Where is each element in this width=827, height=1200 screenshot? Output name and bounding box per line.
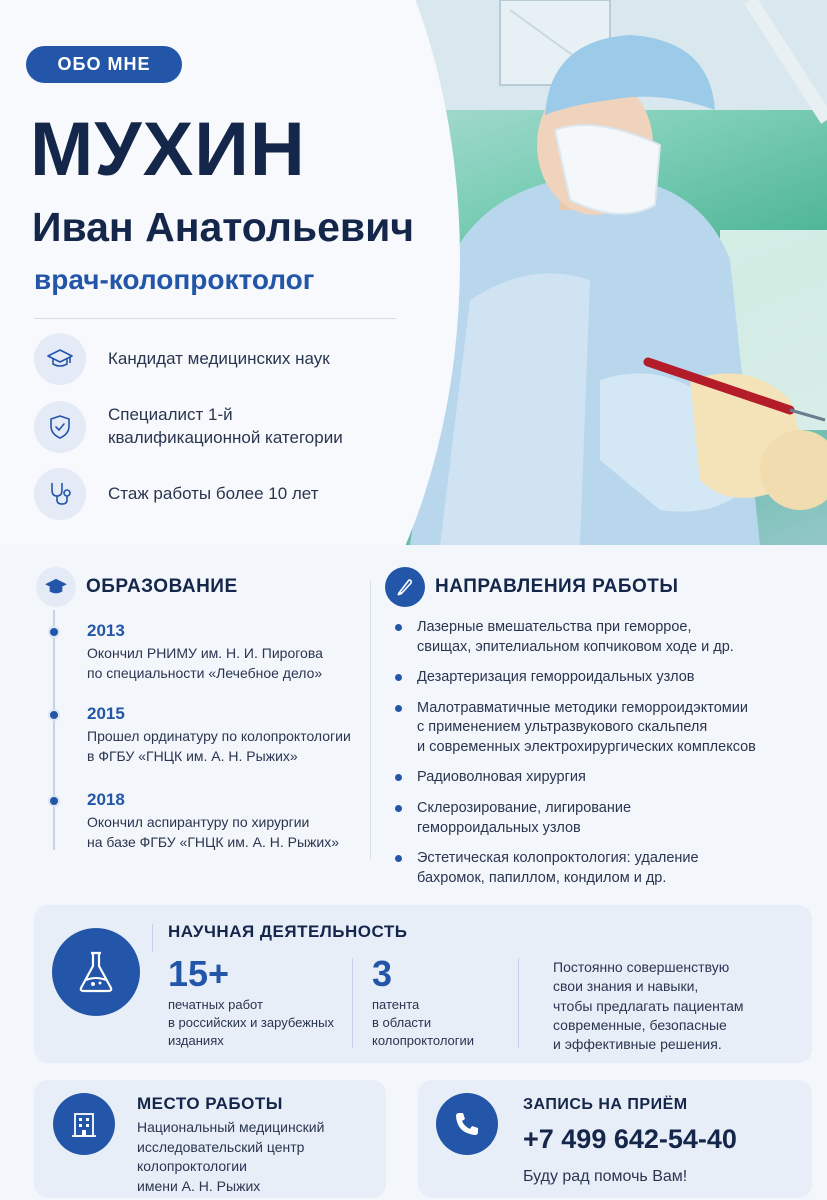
education-line: на базе ФГБУ «ГНЦК им. А. Н. Рыжих» — [87, 833, 340, 850]
direction-line: Дезартеризация геморроидальных узлов — [417, 669, 695, 686]
stat-line: патента — [372, 997, 420, 1012]
appointment-title: ЗАПИСЬ НА ПРИЁМ — [523, 1096, 688, 1113]
direction-item — [393, 849, 813, 888]
workplace-line: колопроктологии — [137, 1158, 247, 1175]
stat-line: изданиях — [168, 1033, 224, 1049]
science-title: НАУЧНАЯ ДЕЯТЕЛЬНОСТЬ — [168, 922, 408, 941]
graduation-cap-icon — [36, 567, 76, 607]
education-line: в ФГБУ «ГНЦК им. А. Н. Рыжих» — [87, 747, 298, 764]
credential-degree — [34, 333, 330, 385]
workplace-line: Национальный медицинский — [137, 1119, 325, 1135]
bullet-dot — [395, 674, 402, 681]
section-divider — [370, 580, 371, 860]
building-icon — [53, 1093, 115, 1155]
flask-icon — [52, 928, 140, 1016]
doctor-firstname: Иван Анатольевич — [32, 204, 415, 250]
mission-line: чтобы предлагать пациентам — [553, 997, 744, 1014]
directions-list — [393, 618, 813, 899]
directions-heading — [385, 567, 679, 607]
shield-check-icon — [34, 401, 86, 453]
mission-line: современные, безопасные — [553, 1016, 727, 1033]
direction-line: Лазерные вмешательства при геморрое, — [417, 619, 692, 635]
direction-line: с применением ультразвукового скальпеля — [417, 719, 708, 736]
directions-title: НАПРАВЛЕНИЯ РАБОТЫ — [435, 576, 679, 597]
stethoscope-icon — [34, 468, 86, 520]
credential-line: Специалист 1-й — [108, 405, 233, 425]
direction-item — [393, 799, 813, 838]
direction-line: Склерозирование, лигирование — [417, 799, 632, 816]
mission-line: и эффективные решения. — [553, 1036, 722, 1053]
direction-item — [393, 618, 813, 657]
direction-line: Радиоволновая хирургия — [417, 769, 586, 786]
direction-item — [393, 768, 813, 788]
credential-text: Стаж работы более 10 лет — [108, 483, 319, 503]
doctor-surname: МУХИН — [30, 107, 306, 192]
education-year: 2013 — [87, 621, 125, 640]
education-description — [87, 813, 377, 852]
mission-line: Постоянно совершенствую — [553, 959, 730, 975]
credential-line: квалификационной категории — [108, 428, 343, 447]
bullet-dot — [395, 705, 402, 712]
direction-line: Малотравматичные методики геморроидэктомии — [417, 699, 748, 716]
hero-divider — [34, 318, 396, 319]
credential-text — [108, 404, 343, 450]
bullet-dot — [395, 855, 402, 862]
hero-section — [0, 0, 827, 545]
education-line: по специальности «Лечебное дело» — [87, 664, 323, 681]
publications-label — [168, 996, 334, 1051]
education-description — [87, 644, 377, 683]
education-year: 2018 — [87, 790, 125, 809]
education-title: ОБРАЗОВАНИЕ — [86, 576, 238, 597]
stat-divider — [352, 958, 353, 1048]
graduation-cap-icon — [34, 333, 86, 385]
bullet-dot — [395, 624, 402, 631]
bullet-dot — [395, 805, 402, 812]
workplace-title: МЕСТО РАБОТЫ — [137, 1094, 283, 1113]
mission-line: свои знания и навыки, — [553, 978, 699, 995]
credential-text: Кандидат медицинских наук — [108, 348, 330, 368]
phone-icon[interactable] — [436, 1093, 498, 1155]
workplace-address — [137, 1118, 324, 1196]
education-line: Прошел ординатуру по колопроктологии — [87, 728, 351, 744]
stat-line: в области — [372, 1015, 432, 1031]
stat-line: печатных работ — [168, 997, 263, 1012]
appointment-note: Буду рад помочь Вам! — [523, 1168, 688, 1185]
direction-line: Эстетическая колопроктология: удаление — [417, 850, 699, 867]
direction-item — [393, 668, 813, 688]
scalpel-icon — [385, 567, 425, 607]
direction-line: и современных электрохирургических комплексов — [417, 738, 756, 755]
timeline-dot — [48, 709, 60, 721]
stat-divider — [518, 958, 519, 1048]
direction-line: геморроидальных узлов — [417, 819, 581, 836]
education-description — [87, 727, 377, 766]
phone-number[interactable]: +7 499 642-54-40 — [523, 1124, 737, 1154]
patents-label — [372, 996, 474, 1051]
stat-line: в российских и зарубежных — [168, 1015, 334, 1031]
workplace-line: исследовательский центр — [137, 1138, 305, 1155]
mission-text — [553, 958, 744, 1055]
timeline-dot — [48, 795, 60, 807]
education-line: Окончил аспирантуру по хирургии — [87, 814, 310, 830]
about-badge: ОБО МНЕ — [26, 46, 182, 83]
direction-line: бахромок, папиллом, кондилом и др. — [417, 869, 667, 886]
timeline-dot — [48, 626, 60, 638]
education-year: 2015 — [87, 704, 125, 723]
publications-count: 15+ — [168, 953, 230, 994]
title-divider — [152, 924, 153, 952]
education-heading — [36, 567, 238, 607]
education-line: Окончил РНИМУ им. Н. И. Пирогова — [87, 645, 323, 661]
bullet-dot — [395, 774, 402, 781]
credential-category — [34, 401, 343, 453]
patents-count: 3 — [372, 953, 393, 994]
workplace-line: имени А. Н. Рыжих — [137, 1177, 261, 1194]
doctor-role: врач-колопроктолог — [34, 264, 315, 295]
credential-experience — [34, 468, 318, 520]
direction-line: свищах, эпителиальном копчиковом ходе и др. — [417, 638, 734, 655]
timeline-line — [53, 610, 55, 850]
direction-item — [393, 699, 813, 758]
stat-line: колопроктологии — [372, 1033, 475, 1049]
